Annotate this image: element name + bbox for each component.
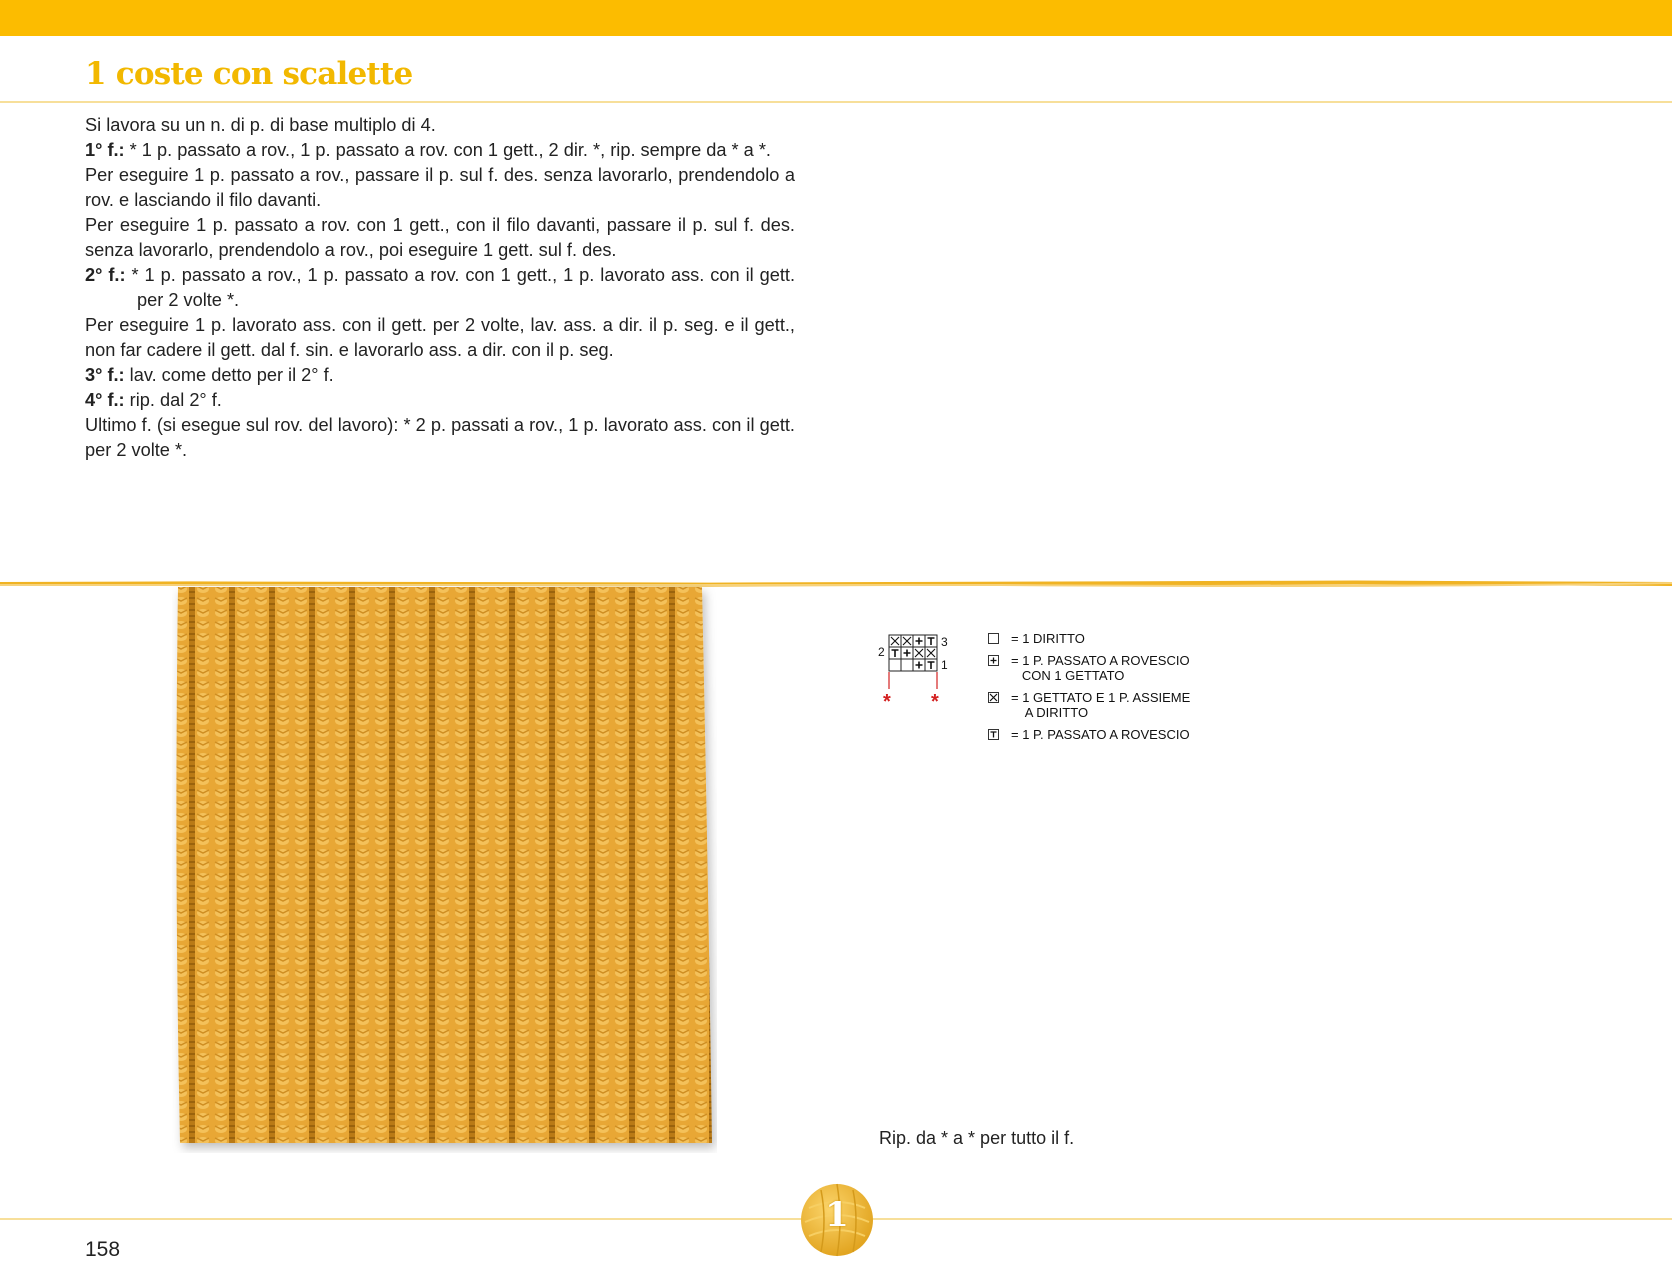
row-4-label: 4° f.: xyxy=(85,390,125,410)
pattern-number: 1 xyxy=(825,1195,849,1235)
stitch-chart xyxy=(870,629,960,714)
row-2-label: 2° f.: xyxy=(85,265,126,285)
chart-row-label-2: 2 xyxy=(878,645,885,659)
legend-text-knit: = 1 DIRITTO xyxy=(1011,631,1085,646)
page-number: 158 xyxy=(85,1238,121,1261)
legend-text-slip-purlwise: = 1 P. PASSATO A ROVESCIO xyxy=(1011,727,1190,742)
title-divider xyxy=(0,101,1672,103)
knit-swatch-photo xyxy=(172,583,717,1153)
intro-line: Si lavora su un n. di p. di base multiplo di 4. xyxy=(85,115,436,135)
row-3-label: 3° f.: xyxy=(85,365,125,385)
legend-item-knit xyxy=(988,631,1228,646)
last-row-instruction: Ultimo f. (si esegue sul rov. del lavoro): * 2 p. passati a rov., 1 p. lavorato ass. con il gett. per 2 volte *. xyxy=(85,415,795,460)
instructions-text xyxy=(85,113,795,463)
row-3-instruction xyxy=(85,363,795,388)
row-3-text: lav. come detto per il 2° f. xyxy=(129,365,334,385)
page-title: 1 coste con scalette xyxy=(85,56,413,92)
chart-row-label-1: 1 xyxy=(941,658,948,672)
legend-text-knit-together: = 1 GETTATO E 1 P. ASSIEME A DIRITTO xyxy=(1011,690,1191,720)
chart-cell xyxy=(901,659,913,671)
chart-cell xyxy=(889,659,901,671)
chart-repeat-marker-right: * xyxy=(931,691,939,713)
top-accent-bar xyxy=(0,0,1672,36)
row-1-label: 1° f.: xyxy=(85,140,125,160)
note-slip-stitch: Per eseguire 1 p. passato a rov., passare il p. sul f. des. senza lavorarlo, prendendolo a rov. e lasciando il filo davanti. xyxy=(85,165,795,210)
cross-square-icon xyxy=(988,692,999,703)
row-2-instruction xyxy=(85,263,795,313)
legend-item-slip-yarn-over xyxy=(988,653,1228,683)
row-1-instruction xyxy=(85,138,795,163)
row-4-text: rip. dal 2° f. xyxy=(129,390,222,410)
note-knit-together: Per eseguire 1 p. lavorato ass. con il gett. per 2 volte, lav. ass. a dir. il p. seg. e il gett., non far cadere il gett. dal f. sin. e lavorarlo ass. a dir. con il p. seg. xyxy=(85,315,795,360)
repeat-note: Rip. da * a * per tutto il f. xyxy=(879,1128,1075,1148)
empty-square-icon xyxy=(988,633,999,644)
legend-item-slip-purlwise xyxy=(988,727,1228,742)
row-2-text: * 1 p. passato a rov., 1 p. passato a rov. con 1 gett., 1 p. lavorato ass. con il gett. per 2 volte *. xyxy=(131,265,796,310)
chart-legend xyxy=(988,631,1228,749)
legend-text-slip-yarn-over: = 1 P. PASSATO A ROVESCIO CON 1 GETTATO xyxy=(1011,653,1190,683)
row-4-instruction xyxy=(85,388,795,413)
legend-item-knit-together xyxy=(988,690,1228,720)
t-square-icon xyxy=(988,729,999,740)
chart-row-label-3: 3 xyxy=(941,635,948,649)
note-slip-with-yarn-over: Per eseguire 1 p. passato a rov. con 1 gett., con il filo davanti, passare il p. sul f. des. senza lavorarlo, prendendolo a rov., poi eseguire 1 gett. sul f. des. xyxy=(85,215,795,260)
row-1-text: * 1 p. passato a rov., 1 p. passato a rov. con 1 gett., 2 dir. *, rip. sempre da * a *. xyxy=(129,140,771,160)
chart-repeat-marker-left: * xyxy=(883,691,891,713)
plus-square-icon xyxy=(988,655,999,666)
